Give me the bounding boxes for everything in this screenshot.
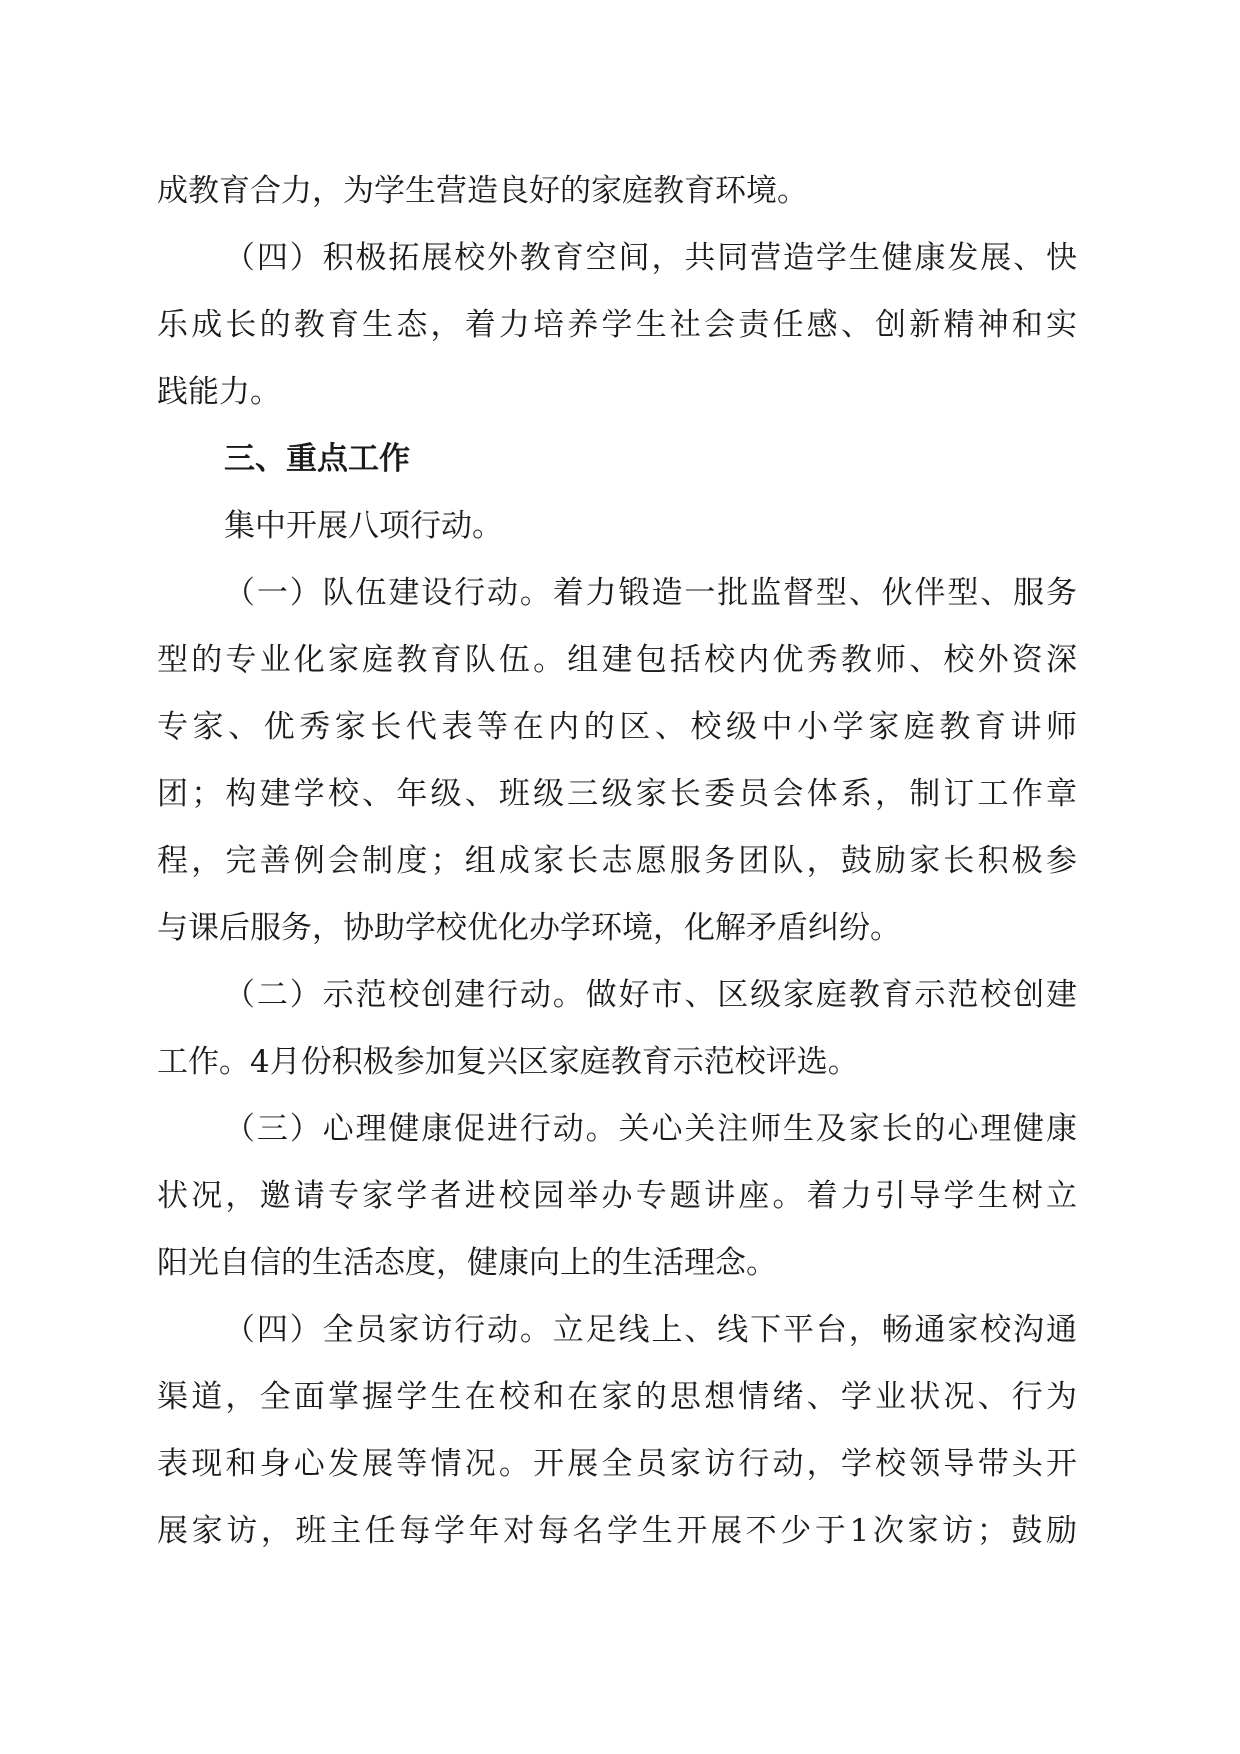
text-line: （三）心理健康促进行动。关心关注师生及家长的心理健康 [224, 1111, 1077, 1147]
section-heading: 三、重点工作 [224, 441, 410, 477]
text-line: 团；构建学校、年级、班级三级家长委员会体系，制订工作章 [157, 776, 1077, 812]
text-line: （四）全员家访行动。立足线上、线下平台，畅通家校沟通 [224, 1312, 1077, 1348]
text-line: 展家访，班主任每学年对每名学生开展不少于1次家访；鼓励 [157, 1513, 1077, 1549]
text-line: 专家、优秀家长代表等在内的区、校级中小学家庭教育讲师 [157, 709, 1077, 745]
text-line: 渠道，全面掌握学生在校和在家的思想情绪、学业状况、行为 [157, 1379, 1077, 1415]
text-line: （二）示范校创建行动。做好市、区级家庭教育示范校创建 [224, 977, 1077, 1013]
text-line: 集中开展八项行动。 [224, 508, 503, 544]
text-line: 乐成长的教育生态，着力培养学生社会责任感、创新精神和实 [157, 307, 1077, 343]
text-line: 状况，邀请专家学者进校园举办专题讲座。着力引导学生树立 [157, 1178, 1077, 1214]
text-line: 工作。4月份积极参加复兴区家庭教育示范校评选。 [157, 1044, 859, 1080]
text-line: 型的专业化家庭教育队伍。组建包括校内优秀教师、校外资深 [157, 642, 1077, 678]
text-line: 成教育合力，为学生营造良好的家庭教育环境。 [157, 173, 808, 209]
text-line: （四）积极拓展校外教育空间，共同营造学生健康发展、快 [224, 240, 1077, 276]
text-line: 程，完善例会制度；组成家长志愿服务团队，鼓励家长积极参 [157, 843, 1077, 879]
text-line: 与课后服务，协助学校优化办学环境，化解矛盾纠纷。 [157, 910, 901, 946]
text-line: 阳光自信的生活态度，健康向上的生活理念。 [157, 1245, 777, 1281]
text-line: （一）队伍建设行动。着力锻造一批监督型、伙伴型、服务 [224, 575, 1077, 611]
text-line: 表现和身心发展等情况。开展全员家访行动，学校领导带头开 [157, 1446, 1077, 1482]
text-line: 践能力。 [157, 374, 281, 410]
